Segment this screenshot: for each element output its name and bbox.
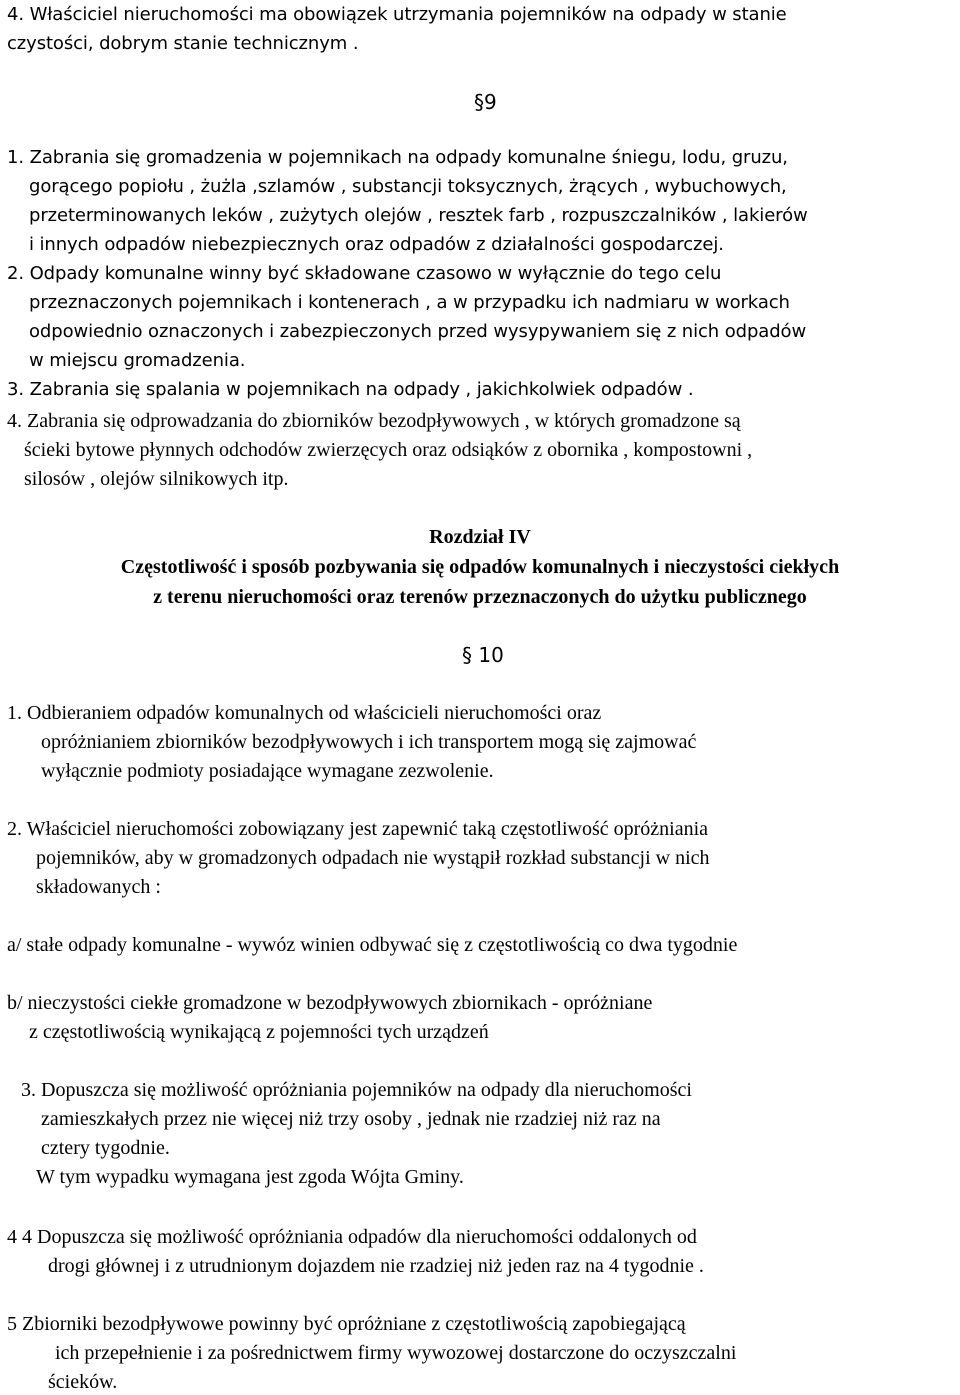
s10-item-b-line-2: z częstotliwością wynikającą z pojemności tych urządzeń [29, 1021, 489, 1043]
s9-p1-line-1: 1. Zabrania się gromadzenia w pojemnikach na odpady komunalne śniegu, lodu, gruzu, [7, 147, 788, 168]
s9-p2-line-2: przeznaczonych pojemnikach i kontenerach , a w przypadku ich nadmiaru w workach [29, 292, 790, 313]
s9-p4-line-1: 4. Zabrania się odprowadzania do zbiorników bezodpływowych , w których gromadzone są [7, 410, 741, 432]
s9-p1-line-4: i innych odpadów niebezpiecznych oraz odpadów z działalności gospodarczej. [29, 234, 724, 255]
chapter-subtitle-line-2: z terenu nieruchomości oraz terenów przeznaczonych do użytku publicznego [153, 586, 807, 608]
s10-item-b-line-1: b/ nieczystości ciekłe gromadzone w bezodpływowych zbiornikach - opróżniane [7, 992, 653, 1014]
s10-p3-line-1: 3. Dopuszcza się możliwość opróżniania pojemników na odpady dla nieruchomości [21, 1079, 692, 1101]
s9-p1-line-2: gorącego popiołu , żużla ,szlamów , substancji toksycznych, żrących , wybuchowych, [29, 176, 787, 197]
s10-p2-line-1: 2. Właściciel nieruchomości zobowiązany jest zapewnić taką częstotliwość opróżniania [7, 818, 709, 840]
s10-p3-line-3: cztery tygodnie. [41, 1137, 170, 1159]
s10-p3-line-4: W tym wypadku wymagana jest zgoda Wójta Gminy. [36, 1166, 464, 1188]
s9-p2-line-3: odpowiednio oznaczonych i zabezpieczonych przed wysypywaniem się z nich odpadów [29, 321, 807, 342]
s10-p2-line-2: pojemników, aby w gromadzonych odpadach nie wystąpił rozkład substancji w nich [36, 847, 710, 869]
section-10-heading: § 10 [462, 643, 504, 667]
s10-p5-line-3: ścieków. [48, 1371, 118, 1393]
s9-p4-line-3: silosów , olejów silnikowych itp. [24, 468, 289, 490]
s9-p1-line-3: przeterminowanych leków , zużytych olejów , resztek farb , rozpuszczalników , lakierów [29, 205, 808, 226]
chapter-title: Rozdział IV [429, 526, 531, 548]
para-4-line-2: czystości, dobrym stanie technicznym . [7, 33, 359, 54]
para-4-line-1: 4. Właściciel nieruchomości ma obowiązek utrzymania pojemników na odpady w stanie [7, 4, 787, 25]
s9-p3: 3. Zabrania się spalania w pojemnikach na odpady , jakichkolwiek odpadów . [7, 379, 694, 400]
chapter-subtitle-line-1: Częstotliwość i sposób pozbywania się odpadów komunalnych i nieczystości ciekłych [120, 556, 840, 578]
s10-p3-line-2: zamieszkałych przez nie więcej niż trzy osoby , jednak nie rzadziej niż raz na [41, 1108, 661, 1130]
s10-item-a: a/ stałe odpady komunalne - wywóz winien odbywać się z częstotliwością co dwa tygodnie [7, 934, 738, 956]
s9-p4-line-2: ścieki bytowe płynnych odchodów zwierzęcych oraz odsiąków z obornika , kompostowni , [24, 439, 753, 461]
section-9-heading: §9 [474, 90, 497, 114]
s10-p1-line-1: 1. Odbieraniem odpadów komunalnych od właścicieli nieruchomości oraz [7, 702, 602, 724]
s10-p4-line-2: drogi głównej i z utrudnionym dojazdem nie rzadziej niż jeden raz na 4 tygodnie . [48, 1255, 704, 1277]
s10-p4-line-1: 4 4 Dopuszcza się możliwość opróżniania odpadów dla nieruchomości oddalonych od [7, 1226, 697, 1248]
s10-p5-line-1: 5 Zbiorniki bezodpływowe powinny być opróżniane z częstotliwością zapobiegającą [7, 1313, 686, 1335]
s10-p1-line-2: opróżnianiem zbiorników bezodpływowych i ich transportem mogą się zajmować [41, 731, 697, 753]
s10-p2-line-3: składowanych : [36, 876, 161, 898]
s10-p5-line-2: ich przepełnienie i za pośrednictwem firmy wywozowej dostarczone do oczyszczalni [55, 1342, 737, 1364]
s9-p2-line-4: w miejscu gromadzenia. [29, 350, 246, 371]
s9-p2-line-1: 2. Odpady komunalne winny być składowane czasowo w wyłącznie do tego celu [7, 263, 722, 284]
s10-p1-line-3: wyłącznie podmioty posiadające wymagane zezwolenie. [41, 760, 494, 782]
